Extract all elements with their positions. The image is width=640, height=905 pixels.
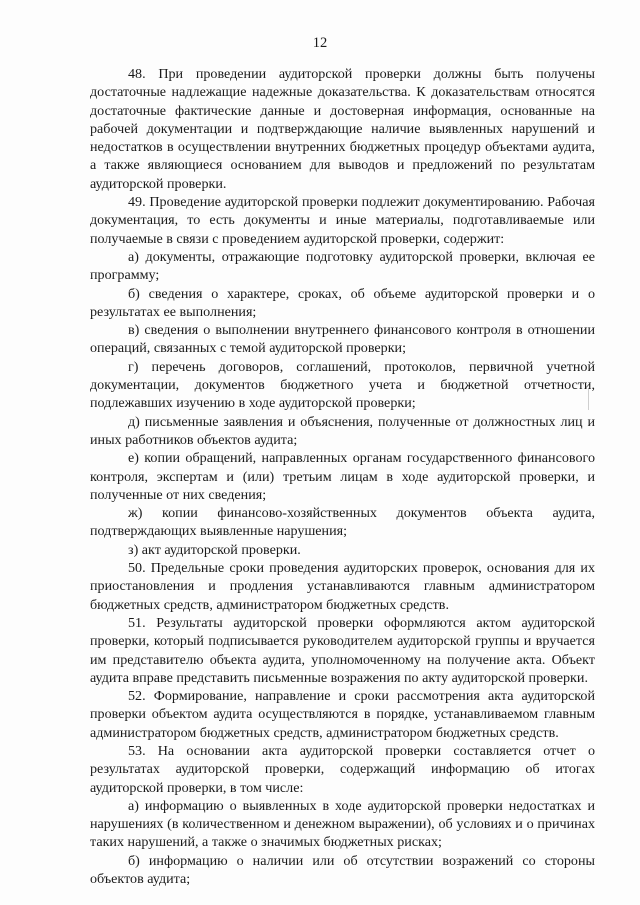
paragraph-52: 52. Формирование, направление и сроки рассмотрения акта аудиторской проверки объектом аудита осуществляются в порядке, устанавливаемом главным администратором бюджетных средств, администратором бюджетных средств.: [90, 688, 595, 741]
paragraph-50: 50. Предельные сроки проведения аудиторских проверок, основания для их приостановления и продления устанавливаются главным администратором бюджетных средств, администратором бюджетных средств.: [90, 560, 595, 613]
list-item-v: в) сведения о выполнении внутреннего финансового контроля в отношении операций, связанных с темой аудиторской проверки;: [90, 322, 595, 357]
list-item-z: з) акт аудиторской проверки.: [128, 541, 301, 558]
list-item-b: б) сведения о характере, сроках, об объеме аудиторской проверки и о результатах ее выполнения;: [90, 285, 595, 320]
list-item-53-a: а) информацию о выявленных в ходе аудиторской проверки недостатках и нарушениях (в количественном и денежном выражении), об условиях и о причинах таких нарушений, а также о значимых бюджетных рисках;: [90, 797, 595, 851]
list-item-zh: ж) копии финансово-хозяйственных документов объекта аудита, подтверждающих выявленные нарушения;: [90, 505, 595, 540]
page-number: 12: [312, 35, 328, 51]
paragraph-53: 53. На основании акта аудиторской проверки составляется отчет о результатах аудиторской проверки, содержащий информацию об итогах аудиторской проверки, в том числе:: [90, 742, 595, 796]
list-item-53-b: б) информацию о наличии или об отсутствии возражений со стороны объектов аудита;: [90, 852, 595, 888]
list-item-d: д) письменные заявления и объяснения, полученные от должностных лиц и иных работников объектов аудита;: [90, 413, 595, 448]
document-body: [90, 65, 595, 888]
paragraph-48: 48. При проведении аудиторской проверки должны быть получены достаточные надлежащие надежные доказательства. К доказательствам относятся достаточные фактические данные и достоверная информация, основанные на рабочей документации и подтверждающие наличие выявленных нарушений и недостатков в осуществлении внутренних бюджетных процедур объектами аудита, а также являющиеся основанием для выводов и предложений по результатам аудиторской проверки.: [90, 66, 595, 192]
paragraph-49: 49. Проведение аудиторской проверки подлежит документированию. Рабочая документация, то есть документы и иные материалы, подготавливаемые или получаемые в связи с проведением аудиторской проверки, содержит:: [90, 194, 595, 247]
paragraph-51: 51. Результаты аудиторской проверки оформляются актом аудиторской проверки, который подписывается руководителем аудиторской группы и вручается им представителю объекта аудита, уполномоченному на получение акта. Объект аудита вправе представить письменные возражения по акту аудиторской проверки.: [90, 614, 595, 686]
list-item-e: е) копии обращений, направленных органам государственного финансового контроля, экспертам и (или) третьим лицам в ходе аудиторской проверки, и полученные от них сведения;: [90, 450, 595, 503]
list-item-a: а) документы, отражающие подготовку аудиторской проверки, включая ее программу;: [90, 248, 595, 284]
list-item-g: г) перечень договоров, соглашений, протоколов, первичной учетной документации, документов бюджетного учета и бюджетной отчетности, подлежавших изучению в ходе аудиторской проверки;: [90, 358, 595, 412]
